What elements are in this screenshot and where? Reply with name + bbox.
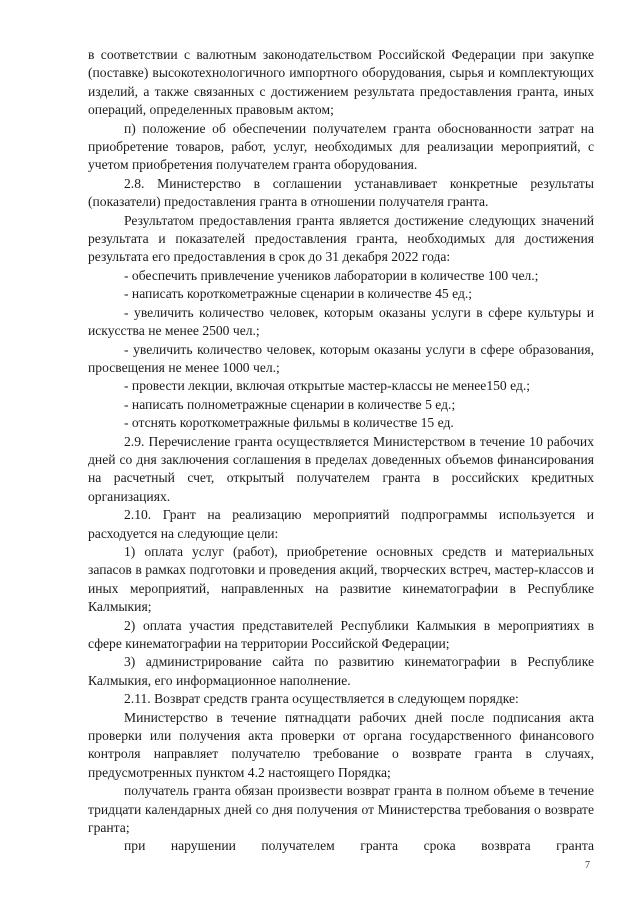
page-number: 7 — [585, 860, 590, 871]
paragraph-2-11: 2.11. Возврат средств гранта осуществляется в следующем порядке: — [124, 691, 519, 707]
paragraph-2-9: 2.9. Перечисление гранта осуществляется Министерством в течение 10 рабочих дней со дня заключения соглашения в пределах доведенных объемов финансирования на расчетный счет, открытый получателем гранта в российских кредитных организациях. — [88, 433, 594, 504]
list-item: - написать полнометражные сценарии в количестве 5 ед.; — [124, 396, 456, 412]
paragraph-item-p: п) положение об обеспечении получателем гранта обоснованности затрат на приобретение товаров, работ, услуг, необходимых для реализации мероприятий, с учетом приобретения получателем гранта оборудования. — [88, 120, 594, 173]
list-item: 1) оплата услуг (работ), приобретение основных средств и материальных запасов в рамках подготовки и проведения акций, творческих встреч, мастер-классов и иных мероприятий, направленных на развитие кинематографии в Республике Калмыкия; — [88, 543, 594, 615]
paragraph-2-10: 2.10. Грант на реализацию мероприятий подпрограммы используется и расходуется на следующие цели: — [88, 507, 594, 541]
document-body — [88, 46, 594, 856]
paragraph-currency-law: в соответствии с валютным законодательством Российской Федерации при закупке (поставке) высокотехнологичного импортного оборудования, сырья и комплектующих изделий, а также связанных с достижением результата предоставления гранта, иных операций, определенных правовым актом; — [88, 47, 594, 118]
list-item: - отснять короткометражные фильмы в количестве 15 ед. — [124, 415, 454, 431]
list-item: - увеличить количество человек, которым оказаны услуги в сфере образования, просвещения не менее 1000 чел.; — [88, 341, 594, 375]
list-item: - провести лекции, включая открытые мастер-классы не менее150 ед.; — [124, 378, 531, 394]
paragraph-ministry-demand: Министерство в течение пятнадцати рабочих дней после подписания акта проверки или получения акта проверки от органа государственного финансового контроля направляет получателю требование о возврате гранта в случаях, предусмотренных пунктом 4.2 настоящего Порядка; — [88, 709, 594, 780]
paragraph-2-8: 2.8. Министерство в соглашении устанавливает конкретные результаты (показатели) предоставления гранта в отношении получателя гранта. — [88, 175, 594, 210]
list-item: - написать короткометражные сценарии в количестве 45 ед.; — [124, 286, 473, 302]
paragraph-result: Результатом предоставления гранта является достижение следующих значений результата и показателей предоставления гранта, необходимых для достижения результата его предоставления в срок до 31 декабря 2022 года: — [88, 212, 594, 265]
list-item: - увеличить количество человек, которым оказаны услуги в сфере культуры и искусства не менее 2500 чел.; — [88, 304, 594, 339]
list-item: - обеспечить привлечение учеников лаборатории в количестве 100 чел.; — [124, 267, 539, 283]
paragraph-violation: при нарушении получателем гранта срока возврата гранта — [124, 838, 594, 854]
list-item: 2) оплата участия представителей Республики Калмыкия в мероприятиях в сфере кинематографии на территории Российской Федерации; — [88, 617, 594, 651]
list-item: 3) администрирование сайта по развитию кинематографии в Республике Калмыкия, его информационное наполнение. — [88, 654, 594, 688]
paragraph-recipient-return: получатель гранта обязан произвести возврат гранта в полном объеме в течение тридцати календарных дней со дня получения от Министерства требования о возврате гранта; — [88, 783, 594, 836]
